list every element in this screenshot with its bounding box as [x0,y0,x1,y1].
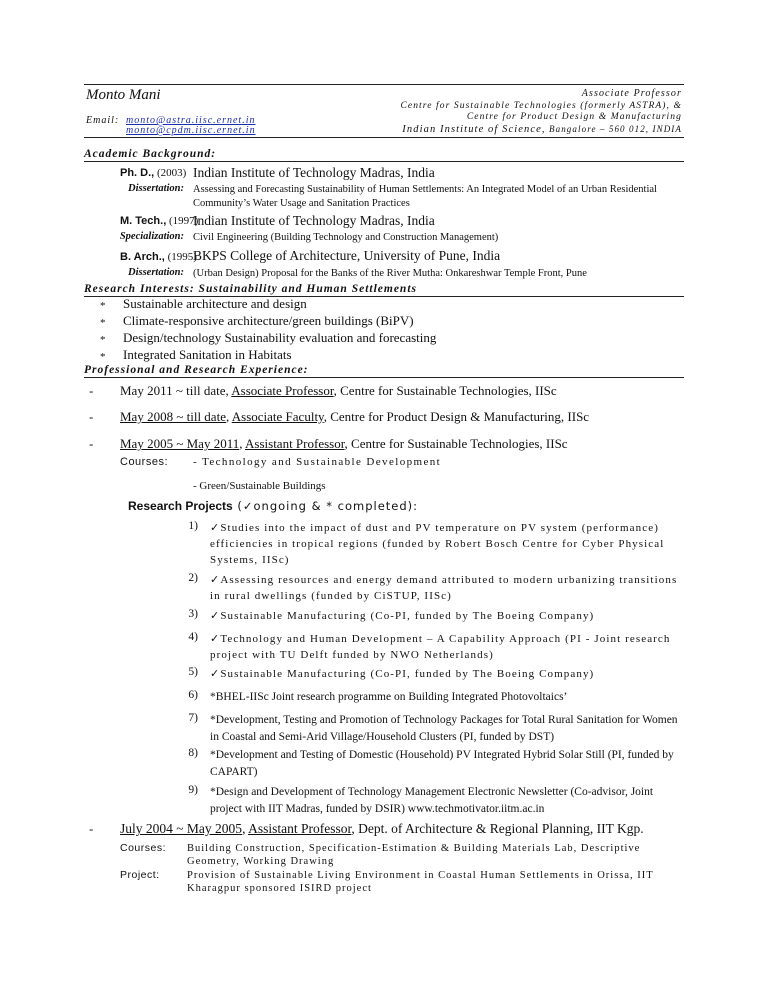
phd-sub-label: Dissertation: [127,183,184,194]
entry-2-dates: May 2008 ~ till date [120,409,226,424]
institute-city: Bangalore – 560 012, INDIA [545,124,682,134]
degree-phd-year: (2003) [154,167,187,179]
interest-item: Design/technology Sustainability evaluation and forecasting [123,330,437,345]
entry-3-dates: May 2005 ~ May 2011 [120,436,240,451]
research-projects-label: Research Projects [128,499,233,513]
project-number: 1) [188,520,198,532]
centre-line-1: Centre for Sustainable Technologies (formerly ASTRA), & [400,101,682,111]
degree-barch-year: (1995) [164,251,197,263]
degree-mtech [120,215,198,227]
dash-marker: - [89,436,94,451]
interest-item: Climate-responsive architecture/green buildings (BiPV) [123,313,414,328]
project-item: ✓Assessing resources and energy demand attributed to modern urbanizing transitions in rural dwellings (funded by CiSTUP, IISc) [210,574,678,602]
author-name: Monto Mani [86,87,161,103]
interest-item: Integrated Sanitation in Habitats [123,347,292,362]
project-label: Project: [120,869,160,881]
entry-3-rest: , Centre for Sustainable Technologies, IISc [344,436,568,451]
bullet-icon: * [100,351,106,363]
bullet-icon: * [100,334,106,346]
bullet-icon: * [100,300,106,312]
project-number: 7) [188,712,198,724]
degree-phd-name: Ph. D., [120,167,155,179]
project-number: 9) [188,784,198,796]
interest-item: Sustainable architecture and design [123,296,307,311]
entry-1-dates: May 2011 ~ till date, [120,383,232,398]
entry-2-rest: , Centre for Product Design & Manufacturing, IISc [323,409,590,424]
experience-entry-2 [120,409,589,425]
degree-mtech-year: (1997) [166,215,199,227]
entry-4-role: Assistant Professor [248,821,352,836]
degree-phd [120,167,186,179]
courses-list: Building Construction, Specification-Estimation & Building Materials Lab, Descriptive Geometry, Working Drawing [187,843,641,867]
project-item: *BHEL-IISc Joint research programme on Building Integrated Photovoltaics’ [210,691,568,703]
entry-1-rest: , Centre for Sustainable Technologies, IISc [333,383,557,398]
header-box [84,84,684,138]
mtech-detail: Civil Engineering (Building Technology and Construction Management) [193,232,499,243]
project-detail: Provision of Sustainable Living Environment in Coastal Human Settlements in Orissa, IIT Kharagpur sponsored ISIRD project [187,870,654,894]
barch-sub-label: Dissertation: [127,267,184,278]
project-item: *Development and Testing of Domestic (Household) PV Integrated Hybrid Solar Still (PI, funded by CAPART) [210,749,674,778]
bullet-icon: * [100,317,106,329]
entry-3-sep: , [239,436,246,451]
project-number: 8) [188,747,198,759]
email-link-astra[interactable]: monto@astra.iisc.ernet.in [126,115,256,126]
experience-heading: Professional and Research Experience: [84,364,684,378]
project-item: ✓Sustainable Manufacturing (Co-PI, funded by The Boeing Company) [210,668,595,680]
centre-line-2: Centre for Product Design & Manufacturing [466,112,682,122]
dash-marker: - [89,383,94,398]
entry-3-role: Assistant Professor [245,436,345,451]
course-item: - Technology and Sustainable Development [193,456,442,468]
project-number: 5) [188,666,198,678]
research-projects-heading [128,499,418,514]
entry-4-rest: , Dept. of Architecture & Regional Planning, IIT Kgp. [351,821,644,836]
course-item: - Green/Sustainable Buildings [193,480,326,492]
entry-2-role: Associate Faculty [231,409,324,424]
project-item: ✓Technology and Human Development – A Capability Approach (PI - Joint research project with TU Delft funded by NWO Netherlands) [210,633,671,661]
entry-4-dates: July 2004 ~ May 2005 [120,821,243,836]
entry-2-sep: , [225,409,232,424]
degree-mtech-name: M. Tech., [120,215,167,227]
position-title: Associate Professor [581,88,682,99]
degree-barch-name: B. Arch., [120,251,165,263]
courses-label: Courses: [120,456,169,468]
academic-heading: Academic Background: [84,148,684,162]
phd-institution: Indian Institute of Technology Madras, India [193,165,435,180]
interests-heading: Research Interests: Sustainability and Human Settlements [84,283,684,297]
entry-1-role: Associate Professor [231,383,334,398]
project-item: ✓Studies into the impact of dust and PV temperature on PV system (performance) efficiencies in tropical regions (funded by Robert Bosch Centre for Cyber Physical Systems, IISc) [210,522,665,566]
dash-marker: - [89,821,94,836]
institute-name: Indian Institute of Science, [402,124,546,135]
project-number: 3) [188,608,198,620]
barch-detail: (Urban Design) Proposal for the Banks of the River Mutha: Onkareshwar Temple Front, Pune [193,268,587,279]
project-item: *Development, Testing and Promotion of Technology Packages for Total Rural Sanitation for Women in Coastal and Semi-Arid Village/Household Clusters (PI, funded by DST) [210,714,678,743]
project-item: ✓Sustainable Manufacturing (Co-PI, funded by The Boeing Company) [210,610,595,622]
experience-entry-1 [120,383,557,399]
mtech-sub-label: Specialization: [119,231,184,242]
courses-label: Courses: [120,842,167,854]
institute-line [402,124,682,135]
experience-entry-3 [120,436,568,452]
project-number: 6) [188,689,198,701]
experience-entry-4 [120,821,644,837]
project-item: *Design and Development of Technology Management Electronic Newsletter (Co-advisor, Joint project with IIT Madras, funded by DSIR) www.techmotivator.iitm.ac.in [210,786,654,815]
dash-marker: - [89,409,94,424]
barch-institution: BKPS College of Architecture, University of Pune, India [193,248,501,263]
degree-barch [120,251,197,263]
mtech-institution: Indian Institute of Technology Madras, India [193,213,435,228]
project-number: 4) [188,631,198,643]
email-link-cpdm[interactable]: monto@cpdm.iisc.ernet.in [126,125,256,136]
phd-detail: Assessing and Forecasting Sustainability of Human Settlements: An Integrated Model of an Urban Residential Community’s Water Usage and Sanitation Practices [193,184,657,209]
email-label: Email: [86,115,120,126]
project-number: 2) [188,572,198,584]
entry-4-sep: , [242,821,249,836]
research-projects-note: (✓ongoing & * completed): [232,499,419,513]
